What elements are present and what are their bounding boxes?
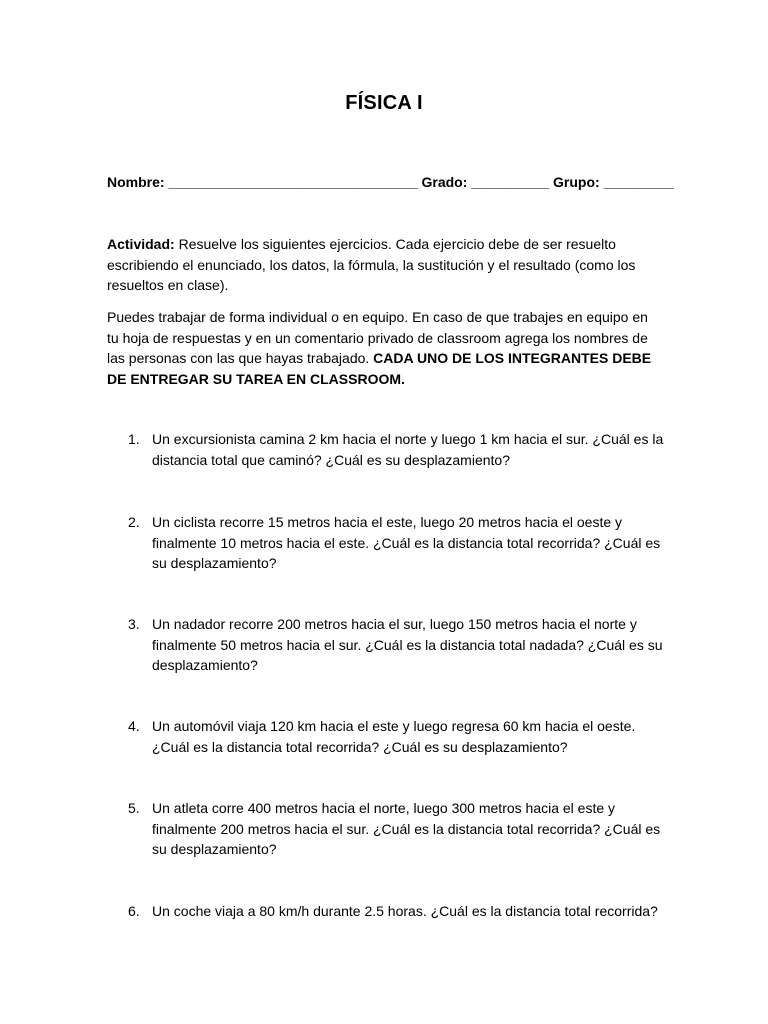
question-text: Un automóvil viaja 120 km hacia el este y luego regresa 60 km hacia el oeste. ¿Cuál es la distancia total recorrida? ¿Cuál es su desplazamiento? — [152, 718, 636, 755]
question-text: Un coche viaja a 80 km/h durante 2.5 horas. ¿Cuál es la distancia total recorrida? — [152, 903, 658, 919]
team-instructions — [107, 307, 663, 390]
question-text: Un nadador recorre 200 metros hacia el sur, luego 150 metros hacia el norte y finalmente 50 metros hacia el sur. ¿Cuál es la distancia total nadada? ¿Cuál es su desplazamiento? — [152, 616, 663, 674]
question-text: Un atleta corre 400 metros hacia el norte, luego 300 metros hacia el este y finalmente 200 metros hacia el sur. ¿Cuál es la distancia total recorrida? ¿Cuál es su desplazamiento? — [152, 800, 661, 858]
question-number: 5. — [128, 800, 140, 816]
question-number: 6. — [128, 903, 140, 919]
activity-instructions — [107, 234, 663, 296]
team-bold-notice: CADA UNO DE LOS INTEGRANTES DEBE DE ENTREGAR SU TAREA EN CLASSROOM. — [107, 350, 652, 388]
activity-label: Actividad: — [107, 236, 175, 252]
page-title: FÍSICA I — [345, 92, 423, 114]
question-text: Un ciclista recorre 15 metros hacia el este, luego 20 metros hacia el oeste y finalmente 10 metros hacia el este. ¿Cuál es la distancia total recorrida? ¿Cuál es su desplazamiento? — [152, 514, 661, 572]
question-text: Un excursionista camina 2 km hacia el norte y luego 1 km hacia el sur. ¿Cuál es la distancia total que caminó? ¿Cuál es su desplazamiento? — [152, 431, 664, 468]
activity-text: Resuelve los siguientes ejercicios. Cada ejercicio debe de ser resuelto escribiendo el enunciado, los datos, la fórmula, la sustitución y el resultado (como los resueltos en clase). — [107, 236, 636, 294]
question-number: 2. — [128, 514, 140, 530]
question-number: 4. — [128, 718, 140, 734]
team-text: Puedes trabajar de forma individual o en equipo. En caso de que trabajes en equipo en tu hoja de respuestas y en un comentario privado de classroom agrega los nombres de las personas con las que hayas trabajado. — [107, 309, 648, 367]
student-info-line: Nombre: ________________________________ Grado: __________ Grupo: _________ — [107, 174, 674, 190]
question-number: 3. — [128, 616, 140, 632]
question-number: 1. — [128, 431, 140, 447]
